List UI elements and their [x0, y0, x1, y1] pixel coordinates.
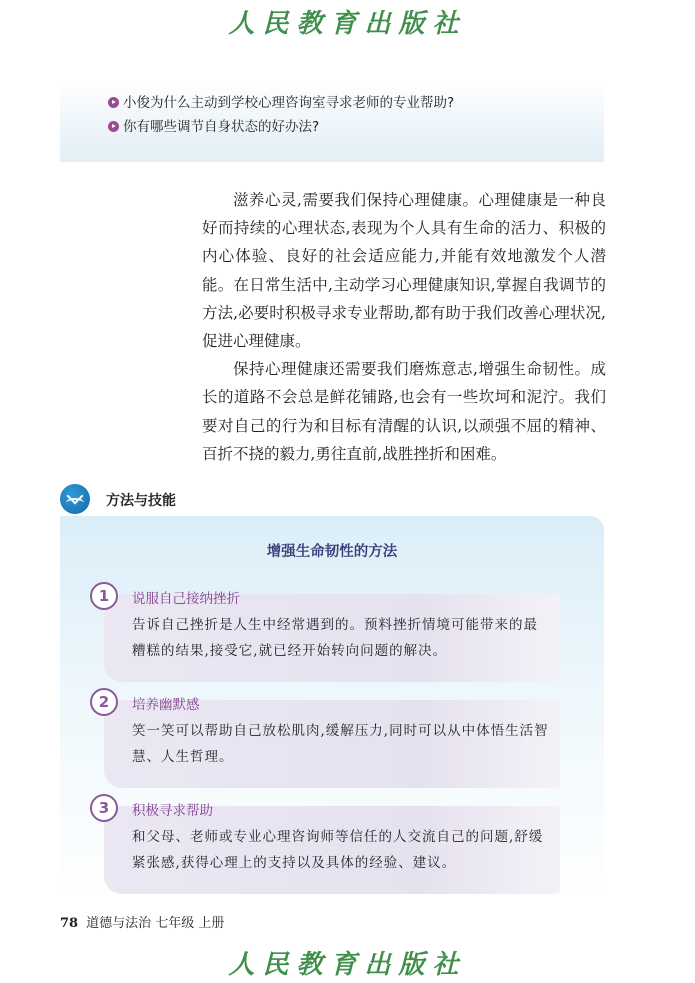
- publisher-logo-top: 人民教育出版社: [228, 9, 467, 39]
- book-title: 道德与法治 七年级 上册: [86, 916, 225, 931]
- method-section-label: 方法与技能: [106, 493, 176, 509]
- item-number-badge: 1: [90, 582, 118, 610]
- method-skill-icon: [60, 484, 90, 514]
- body-text: [202, 186, 606, 468]
- item-number-badge: 2: [90, 688, 118, 716]
- question-item: [108, 91, 454, 111]
- panel-title: 增强生命韧性的方法: [266, 544, 398, 560]
- play-bullet-icon: [108, 121, 119, 132]
- method-card: [98, 587, 560, 682]
- method-card-text: 笑一笑可以帮助自己放松肌肉,缓解压力,同时可以从中体悟生活智慧、人生哲理。: [132, 723, 549, 765]
- method-card: [98, 693, 560, 788]
- question-item: [108, 115, 319, 135]
- paragraph: 保持心理健康还需要我们磨炼意志,增强生命韧性。成长的道路不会总是鲜花铺路,也会有一些坎坷和泥泞。我们要对自己的行为和目标有清醒的认识,以顽强不屈的精神、百折不挠的毅力,勇往直前,战胜挫折和困难。: [202, 360, 606, 463]
- method-card-title: 积极寻求帮助: [132, 803, 213, 819]
- paragraph: 滋养心灵,需要我们保持心理健康。心理健康是一种良好而持续的心理状态,表现为个人具有生命的活力、积极的内心体验、良好的社会适应能力,并能有效地激发个人潜能。在日常生活中,主动学习心理健康知识,掌握自我调节的方法,必要时积极寻求专业帮助,都有助于我们改善心理状况,促进心理健康。: [202, 191, 606, 351]
- question-text: 你有哪些调节自身状态的好办法?: [123, 119, 320, 135]
- method-card-text: 告诉自己挫折是人生中经常遇到的。预料挫折情境可能带来的最糟糕的结果,接受它,就已经开始转向问题的解决。: [132, 617, 538, 659]
- method-card-text: 和父母、老师或专业心理咨询师等信任的人交流自己的问题,舒缓紧张感,获得心理上的支持以及具体的经验、建议。: [132, 829, 544, 871]
- page-footer: [60, 912, 224, 931]
- method-card-title: 说服自己接纳挫折: [132, 591, 240, 607]
- question-text: 小俊为什么主动到学校心理咨询室寻求老师的专业帮助?: [123, 95, 455, 111]
- method-card: [98, 799, 560, 894]
- item-number-badge: 3: [90, 794, 118, 822]
- method-panel: [60, 516, 604, 904]
- page-number: 78: [60, 916, 79, 931]
- play-bullet-icon: [108, 97, 119, 108]
- method-card-title: 培养幽默感: [132, 697, 200, 713]
- question-box: [60, 82, 604, 162]
- publisher-logo-bottom: 人民教育出版社: [228, 950, 467, 980]
